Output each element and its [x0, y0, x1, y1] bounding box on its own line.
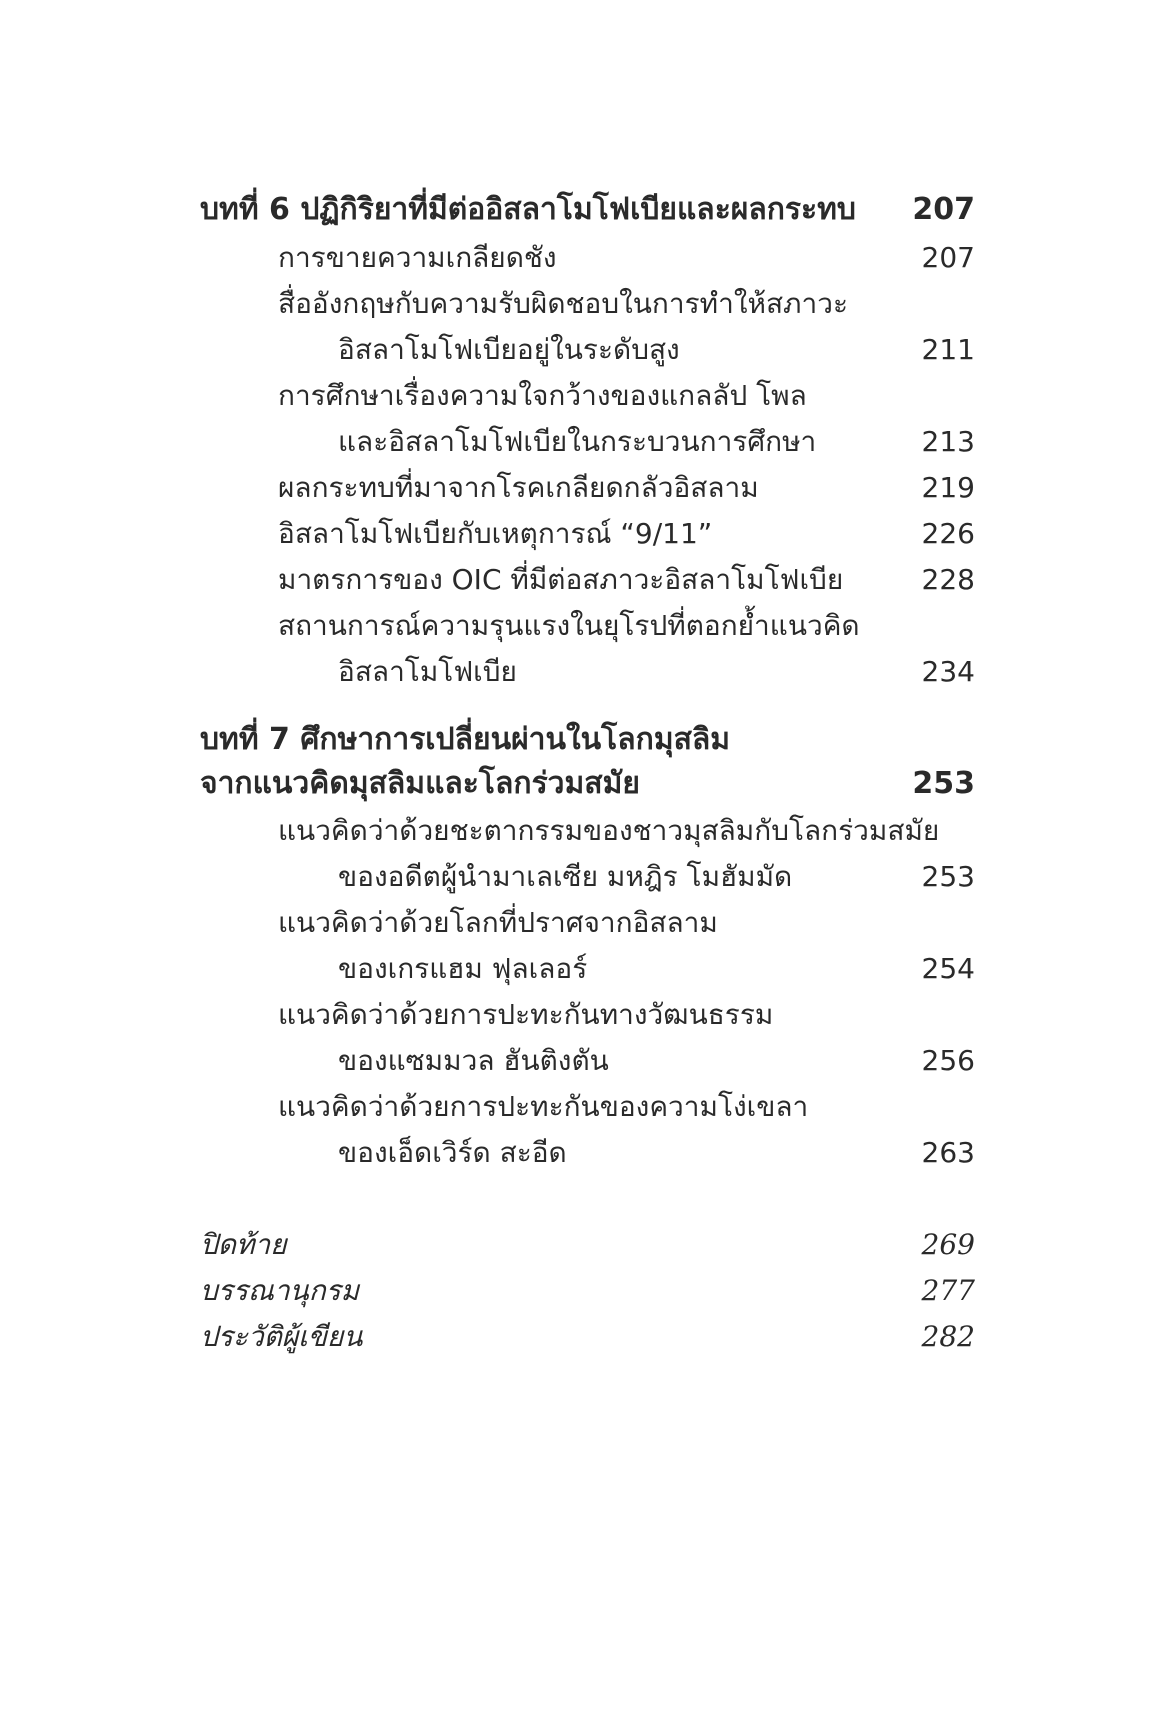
entry-title: การขายความเกลียดชัง: [278, 241, 557, 274]
toc-entry-continuation: [0, 1128, 1150, 1178]
entry-title: การศึกษาเรื่องความใจกว้างของแกลลัป โพล: [278, 379, 807, 412]
entry-title: อิสลาโมโฟเบียกับเหตุการณ์ “9/11”: [278, 517, 713, 550]
back-matter-page: 277: [921, 1274, 975, 1307]
back-matter-entry: [0, 1312, 1150, 1362]
entry-page: 226: [921, 517, 975, 550]
toc-entry: [0, 509, 1150, 559]
entry-title-continued: ของแซมมวล ฮันติงตัน: [338, 1044, 609, 1077]
chapter-6-title: บทที่ 6 ปฏิกิริยาที่มีต่ออิสลาโมโฟเบียและผลกระทบ: [200, 192, 856, 227]
toc-entry-continuation: [0, 325, 1150, 375]
entry-page: 253: [921, 860, 975, 893]
entry-title-continued: ของเอ็ดเวิร์ด สะอีด: [338, 1136, 567, 1169]
back-matter-page: 269: [921, 1228, 975, 1261]
entry-page: 211: [921, 333, 975, 366]
entry-page: 263: [921, 1136, 975, 1169]
entry-page: 207: [921, 241, 975, 274]
entry-page: 234: [921, 655, 975, 688]
toc-entry-continuation: [0, 944, 1150, 994]
toc-entry: [0, 601, 1150, 651]
chapter-6-heading: [0, 185, 1150, 235]
back-matter-entry: [0, 1220, 1150, 1270]
entry-page: 256: [921, 1044, 975, 1077]
entry-title: แนวคิดว่าด้วยการปะทะกันของความโง่เขลา: [278, 1090, 809, 1123]
entry-title-continued: อิสลาโมโฟเบีย: [338, 655, 517, 688]
entry-title: แนวคิดว่าด้วยการปะทะกันทางวัฒนธรรม: [278, 998, 774, 1031]
entry-page: 254: [921, 952, 975, 985]
back-matter-entry: [0, 1266, 1150, 1316]
toc-entry: [0, 898, 1150, 948]
entry-title-continued: และอิสลาโมโฟเบียในกระบวนการศึกษา: [338, 425, 817, 458]
toc-entry: [0, 279, 1150, 329]
entry-title-continued: อิสลาโมโฟเบียอยู่ในระดับสูง: [338, 333, 680, 366]
toc-entry: [0, 371, 1150, 421]
entry-title: ผลกระทบที่มาจากโรคเกลียดกลัวอิสลาม: [278, 471, 759, 504]
entry-title: แนวคิดว่าด้วยชะตากรรมของชาวมุสลิมกับโลกร่วมสมัย: [278, 814, 940, 847]
entry-page: 228: [921, 563, 975, 596]
toc-entry-continuation: [0, 852, 1150, 902]
chapter-7-subtitle: จากแนวคิดมุสลิมและโลกร่วมสมัย: [200, 766, 640, 801]
chapter-7-page: 253: [912, 766, 975, 801]
back-matter-page: 282: [921, 1320, 975, 1353]
toc-entry: [0, 806, 1150, 856]
toc-entry-continuation: [0, 1036, 1150, 1086]
chapter-7-heading-continuation: [0, 759, 1150, 809]
chapter-7-heading: [0, 715, 1150, 765]
toc-entry: [0, 233, 1150, 283]
entry-title: สื่ออังกฤษกับความรับผิดชอบในการทำให้สภาวะ: [278, 287, 848, 320]
entry-title: แนวคิดว่าด้วยโลกที่ปราศจากอิสลาม: [278, 906, 718, 939]
entry-title: สถานการณ์ความรุนแรงในยุโรปที่ตอกย้ำแนวคิด: [278, 609, 860, 642]
back-matter-title: ประวัติผู้เขียน: [200, 1320, 363, 1353]
toc-entry: [0, 463, 1150, 513]
entry-title: มาตรการของ OIC ที่มีต่อสภาวะอิสลาโมโฟเบีย: [278, 563, 844, 596]
entry-title-continued: ของอดีตผู้นำมาเลเซีย มหฎิร โมฮัมมัด: [338, 860, 793, 893]
chapter-7-title: บทที่ 7 ศึกษาการเปลี่ยนผ่านในโลกมุสลิม: [200, 722, 731, 757]
entry-title-continued: ของเกรแฮม ฟุลเลอร์: [338, 952, 588, 985]
toc-entry-continuation: [0, 417, 1150, 467]
chapter-6-page: 207: [912, 192, 975, 227]
entry-page: 219: [921, 471, 975, 504]
toc-entry-continuation: [0, 647, 1150, 697]
toc-entry: [0, 990, 1150, 1040]
entry-page: 213: [921, 425, 975, 458]
toc-entry: [0, 555, 1150, 605]
back-matter-title: บรรณานุกรม: [200, 1274, 360, 1307]
toc-entry: [0, 1082, 1150, 1132]
back-matter-title: ปิดท้าย: [200, 1228, 287, 1261]
